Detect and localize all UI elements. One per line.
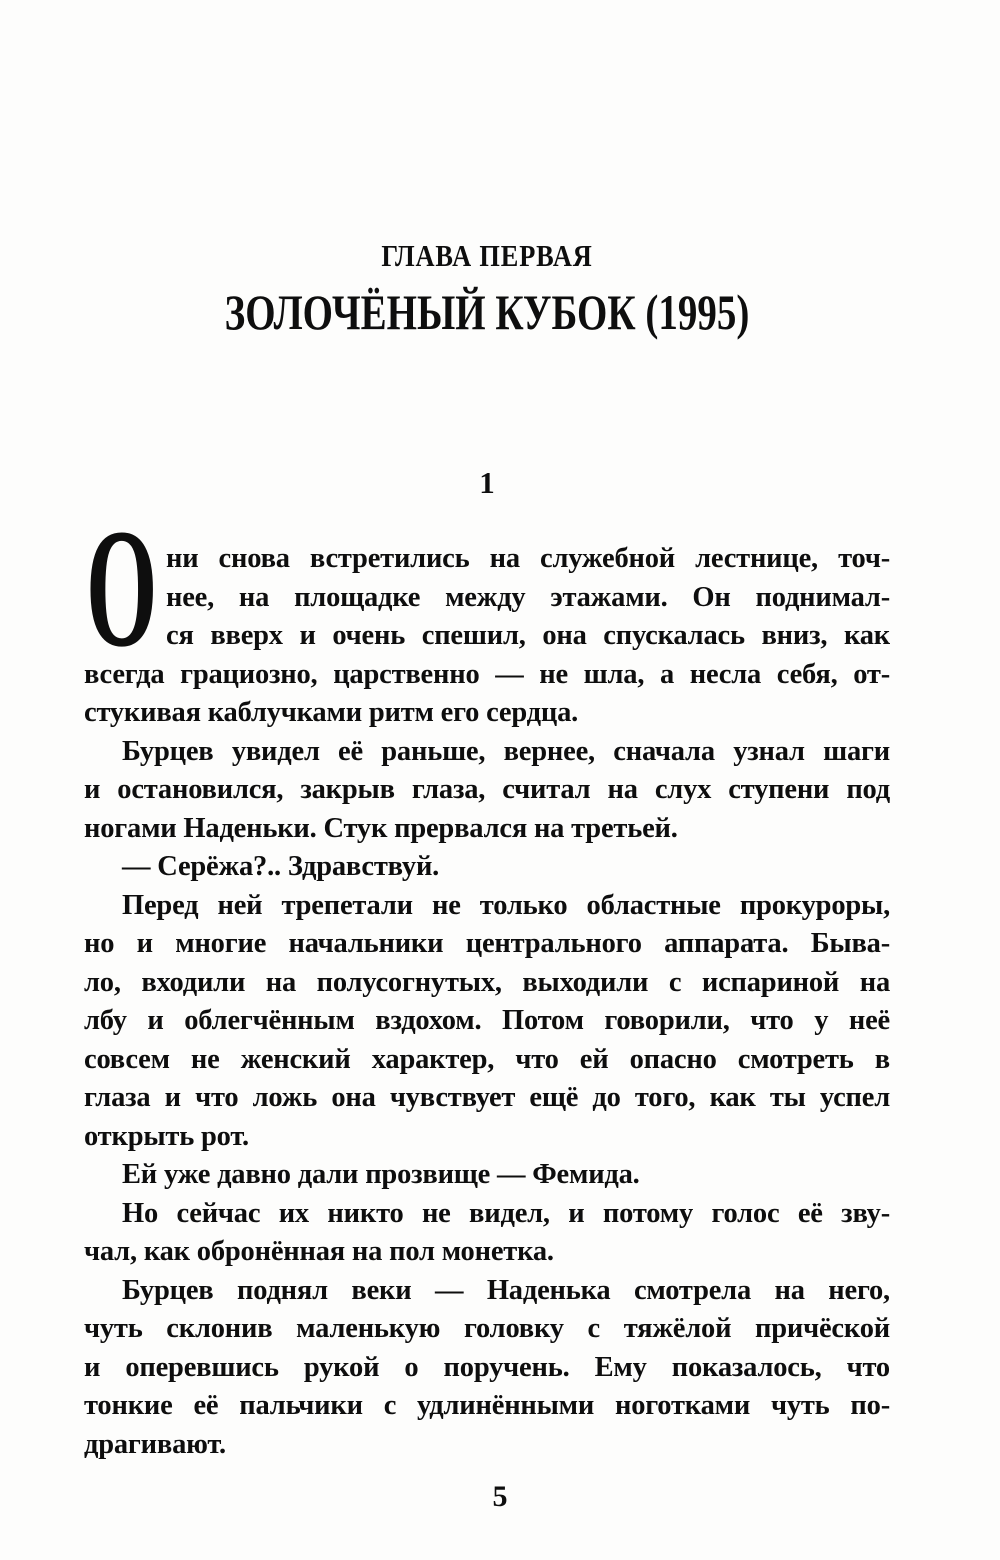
text-line: и оперевшись рукой о поручень. Ему показалось, что xyxy=(84,1351,890,1383)
body-text xyxy=(84,494,890,1464)
text-line: — Серёжа?.. Здравствуй. xyxy=(122,851,440,882)
text-line: чал, как обронённая на пол монетка. xyxy=(84,1236,554,1267)
text-line: ся вверх и очень спешил, она спускалась вниз, как xyxy=(166,620,890,651)
text-line: стукивая каблучками ритм его сердца. xyxy=(84,697,579,728)
text-line: ло, входили на полусогнутых, выходили с испариной на xyxy=(84,966,890,998)
paragraph xyxy=(84,494,890,733)
text-line: открыть рот. xyxy=(84,1120,249,1152)
text-line: Перед ней трепетали не только областные прокуроры, xyxy=(122,889,890,921)
text-line: Но сейчас их никто не видел, и потому голос её зву- xyxy=(122,1197,890,1229)
text-line: лбу и облегчённым вздохом. Потом говорили, что у неё xyxy=(84,1005,890,1036)
text-line: драгивают. xyxy=(84,1428,226,1460)
drop-cap-letter: О xyxy=(86,494,158,682)
paragraph xyxy=(84,887,890,1157)
text-line: глаза и что ложь она чувствует ещё до того, как ты успел xyxy=(84,1082,890,1113)
text-line: всегда грациозно, царственно — не шла, а несла себя, от- xyxy=(84,658,890,690)
section-number: 1 xyxy=(479,465,495,500)
text-line: нее, на площадке между этажами. Он поднимал- xyxy=(166,581,890,613)
paragraph xyxy=(84,1195,890,1272)
text-line: ногами Наденьки. Стук прервался на третьей. xyxy=(84,812,678,844)
page-number: 5 xyxy=(492,1480,508,1513)
text-line: ни снова встретились на служебной лестнице, точ- xyxy=(166,543,890,574)
paragraph xyxy=(84,848,890,887)
chapter-title: ЗОЛОЧЁНЫЙ КУБОК (1995) xyxy=(224,284,750,340)
text-line: чуть склонив маленькую головку с тяжёлой причёской xyxy=(84,1313,890,1344)
paragraph xyxy=(84,733,890,849)
text-line: тонкие её пальчики с удлинёнными ноготками чуть по- xyxy=(84,1390,890,1421)
page-content xyxy=(84,240,890,1464)
chapter-label: ГЛАВА ПЕРВАЯ xyxy=(381,238,593,273)
paragraph xyxy=(84,1272,890,1465)
text-line: Бурцев увидел её раньше, вернее, сначала узнал шаги xyxy=(122,735,890,767)
paragraph xyxy=(84,1156,890,1195)
text-line: и остановился, закрыв глаза, считал на слух ступени под xyxy=(84,774,890,805)
text-line: но и многие начальники центрального аппарата. Быва- xyxy=(84,928,890,959)
drop-cap xyxy=(86,494,158,682)
text-line: Ей уже давно дали прозвище — Фемида. xyxy=(122,1159,640,1190)
text-line: совсем не женский характер, что ей опасно смотреть в xyxy=(84,1043,890,1075)
text-line: Бурцев поднял веки — Наденька смотрела на него, xyxy=(122,1274,890,1306)
